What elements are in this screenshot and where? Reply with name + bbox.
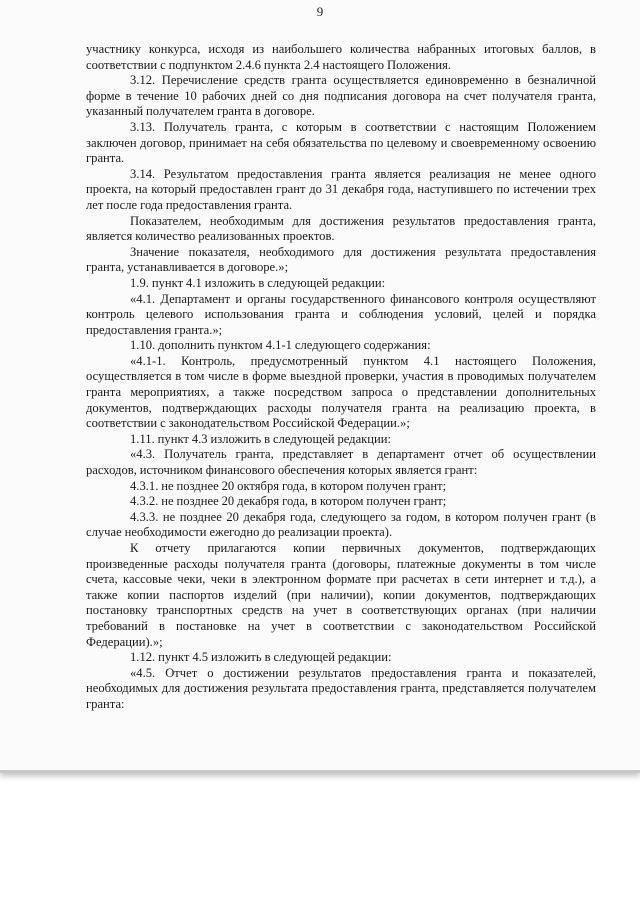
paragraph: участнику конкурса, исходя из наибольшего количества набранных итоговых баллов, в соответствии с подпунктом 2.4.6 пункта 2.4 настоящего Положения. bbox=[86, 42, 596, 72]
page-number: 9 bbox=[316, 4, 324, 19]
paragraph: 3.13. Получатель гранта, с которым в соответствии с настоящим Положением заключен договор, принимает на себя обязательства по целевому и своевременному освоению гранта. bbox=[86, 119, 596, 166]
paragraph: 4.3.3. не позднее 20 декабря года, следующего за годом, в котором получен грант (в случае необходимости ежегодно до реализации проекта). bbox=[86, 509, 596, 540]
paragraph: «4.3. Получатель гранта, представляет в департамент отчет об осуществлении расходов, источником финансового обеспечения которых является грант: bbox=[86, 447, 596, 478]
paragraph: 3.14. Результатом предоставления гранта является реализация не менее одного проекта, на который предоставлен грант до 31 декабря года, наступившего по истечении трех лет после года предоставления гранта. bbox=[86, 166, 596, 212]
paragraph: Значение показателя, необходимого для достижения результата предоставления гранта, устанавливается в договоре.»; bbox=[86, 244, 596, 275]
paragraph: 1.9. пункт 4.1 изложить в следующей редакции: bbox=[130, 275, 386, 290]
document-body bbox=[86, 42, 596, 713]
paragraph: Показателем, необходимым для достижения результатов предоставления гранта, является количество реализованных проектов. bbox=[86, 213, 596, 244]
paragraph: 1.10. дополнить пунктом 4.1-1 следующего содержания: bbox=[130, 338, 431, 353]
paragraph: «4.5. Отчет о достижении результатов предоставления гранта и показателей, необходимых для достижения результата предоставления гранта, представляется получателем гранта: bbox=[86, 665, 596, 711]
paragraph: 1.12. пункт 4.5 изложить в следующей редакции: bbox=[130, 650, 392, 665]
paragraph: «4.1-1. Контроль, предусмотренный пунктом 4.1 настоящего Положения, осуществляется в том числе в форме выездной проверки, участия в проводимых получателем гранта мероприятиях, а также посредством запроса о представлении дополнительных документов, подтверждающих расходы получателя гранта на реализацию проекта, в соответствии с законодательством Российской Федерации.»; bbox=[86, 353, 596, 431]
paragraph: 4.3.2. не позднее 20 декабря года, в котором получен грант; bbox=[130, 494, 447, 509]
paragraph: К отчету прилагаются копии первичных документов, подтверждающих произведенные расходы получателя гранта (договоры, платежные документы в том числе счета, кассовые чеки, чеки в электронном формате при расчетах в сети интернет и т.д.), а также копии паспортов изделий (при наличии), копии документов, подтверждающих постановку транспортных средств на учет в соответствующих органах (при наличии требований в постановке на учет в соответствии с законодательством Российской Федерации).»; bbox=[86, 541, 596, 649]
paragraph: «4.1. Департамент и органы государственного финансового контроля осуществляют контроль целевого использования гранта и соблюдения условий, целей и порядка предоставления гранта.»; bbox=[86, 291, 596, 337]
paragraph: 3.12. Перечисление средств гранта осуществляется единовременно в безналичной форме в течение 10 рабочих дней со дня подписания договора на счет получателя гранта, указанный получателем гранта в договоре. bbox=[86, 73, 596, 119]
paragraph: 1.11. пункт 4.3 изложить в следующей редакции: bbox=[130, 431, 391, 446]
paragraph: 4.3.1. не позднее 20 октября года, в котором получен грант; bbox=[130, 478, 447, 493]
